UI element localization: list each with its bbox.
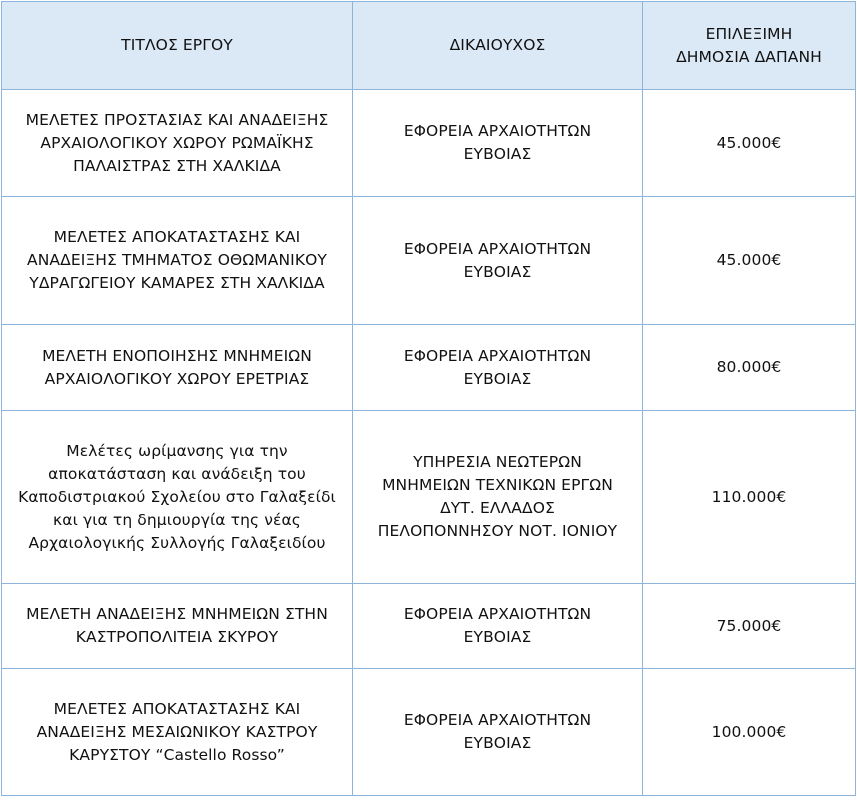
- table-header: [2, 2, 856, 90]
- beneficiary-cell: [353, 90, 643, 197]
- beneficiary: ΕΦΟΡΕΙΑ ΑΡΧΑΙΟΤΗΤΩΝ ΕΥΒΟΙΑΣ: [403, 711, 592, 752]
- beneficiary-cell: [353, 325, 643, 411]
- beneficiary-cell: [353, 584, 643, 669]
- amount: 110.000€: [711, 487, 787, 506]
- beneficiary: ΕΦΟΡΕΙΑ ΑΡΧΑΙΟΤΗΤΩΝ ΕΥΒΟΙΑΣ: [403, 122, 592, 163]
- project-title: ΜΕΛΕΤΕΣ ΑΠΟΚΑΤΑΣΤΑΣΗΣ ΚΑΙ ΑΝΑΔΕΙΞΗΣ ΤΜΗΜΑΤΟΣ ΟΘΩΜΑΝΙΚΟΥ ΥΔΡΑΓΩΓΕΙΟΥ ΚΑΜΑΡΕΣ ΣΤΗ ΧΑΛΚΙΔΑ: [27, 228, 327, 292]
- amount: 45.000€: [716, 133, 782, 152]
- header-expense: [643, 2, 856, 90]
- beneficiary: ΕΦΟΡΕΙΑ ΑΡΧΑΙΟΤΗΤΩΝ ΕΥΒΟΙΑΣ: [403, 346, 592, 388]
- beneficiary: ΕΦΟΡΕΙΑ ΑΡΧΑΙΟΤΗΤΩΝ ΕΥΒΟΙΑΣ: [403, 605, 592, 646]
- beneficiary: ΕΦΟΡΕΙΑ ΑΡΧΑΙΟΤΗΤΩΝ ΕΥΒΟΙΑΣ: [403, 239, 592, 281]
- project-title: ΜΕΛΕΤΕΣ ΠΡΟΣΤΑΣΙΑΣ ΚΑΙ ΑΝΑΔΕΙΞΗΣ ΑΡΧΑΙΟΛΟΓΙΚΟΥ ΧΩΡΟΥ ΡΩΜΑΪΚΗΣ ΠΑΛΑΙΣΤΡΑΣ ΣΤΗ ΧΑΛΚΙΔΑ: [25, 110, 329, 175]
- amount: 100.000€: [711, 722, 787, 741]
- beneficiary-cell: [353, 197, 643, 325]
- amount-cell: [643, 411, 856, 584]
- table-row: [2, 325, 856, 411]
- project-title-cell: [2, 584, 353, 669]
- header-row: [2, 2, 856, 90]
- project-title-cell: [2, 90, 353, 197]
- header-beneficiary: ΔΙΚΑΙΟΥΧΟΣ: [353, 2, 643, 90]
- project-title: ΜΕΛΕΤΗ ΑΝΑΔΕΙΞΗΣ ΜΝΗΜΕΙΩΝ ΣΤΗΝ ΚΑΣΤΡΟΠΟΛΙΤΕΙΑ ΣΚΥΡΟΥ: [26, 605, 328, 646]
- project-title: ΜΕΛΕΤΗ ΕΝΟΠΟΙΗΣΗΣ ΜΝΗΜΕΙΩΝ ΑΡΧΑΙΟΛΟΓΙΚΟΥ ΧΩΡΟΥ ΕΡΕΤΡΙΑΣ: [42, 346, 312, 388]
- table-row: [2, 669, 856, 796]
- amount: 45.000€: [716, 251, 782, 269]
- project-title: Μελέτες ωρίμανσης για την αποκατάσταση και ανάδειξη του Καποδιστριακού Σχολείου στο Γαλαξείδι και για τη δημιουργία της νέας Αρχαιολογικής Συλλογής Γαλαξειδίου: [18, 441, 336, 552]
- projects-table: [1, 1, 856, 796]
- project-title-cell: [2, 669, 353, 796]
- beneficiary: ΥΠΗΡΕΣΙΑ ΝΕΩΤΕΡΩΝ ΜΝΗΜΕΙΩΝ ΤΕΧΝΙΚΩΝ ΕΡΓΩΝ ΔΥΤ. ΕΛΛΑΔΟΣ ΠΕΛΟΠΟΝΝΗΣΟΥ ΝΟΤ. ΙΟΝΙΟΥ: [377, 453, 618, 540]
- header-title: ΤΙΤΛΟΣ ΕΡΓΟΥ: [2, 2, 353, 90]
- amount: 80.000€: [716, 358, 782, 376]
- project-title: ΜΕΛΕΤΕΣ ΑΠΟΚΑΤΑΣΤΑΣΗΣ ΚΑΙ ΑΝΑΔΕΙΞΗΣ ΜΕΣΑΙΩΝΙΚΟΥ ΚΑΣΤΡΟΥ ΚΑΡΥΣΤΟΥ “Castello Rosso”: [36, 699, 318, 764]
- project-title-cell: [2, 325, 353, 411]
- amount-cell: [643, 325, 856, 411]
- project-title-cell: [2, 197, 353, 325]
- project-title-cell: [2, 411, 353, 584]
- beneficiary-cell: [353, 411, 643, 584]
- table-row: [2, 584, 856, 669]
- table-row: [2, 197, 856, 325]
- beneficiary-cell: [353, 669, 643, 796]
- table-row: [2, 90, 856, 197]
- amount-cell: [643, 669, 856, 796]
- amount-cell: [643, 197, 856, 325]
- table-body: [2, 90, 856, 796]
- amount-cell: [643, 90, 856, 197]
- amount-cell: [643, 584, 856, 669]
- table-row: [2, 411, 856, 584]
- amount: 75.000€: [716, 616, 782, 635]
- header-expense-label: ΕΠΙΛΕΞΙΜΗ ΔΗΜΟΣΙΑ ΔΑΠΑΝΗ: [676, 24, 822, 66]
